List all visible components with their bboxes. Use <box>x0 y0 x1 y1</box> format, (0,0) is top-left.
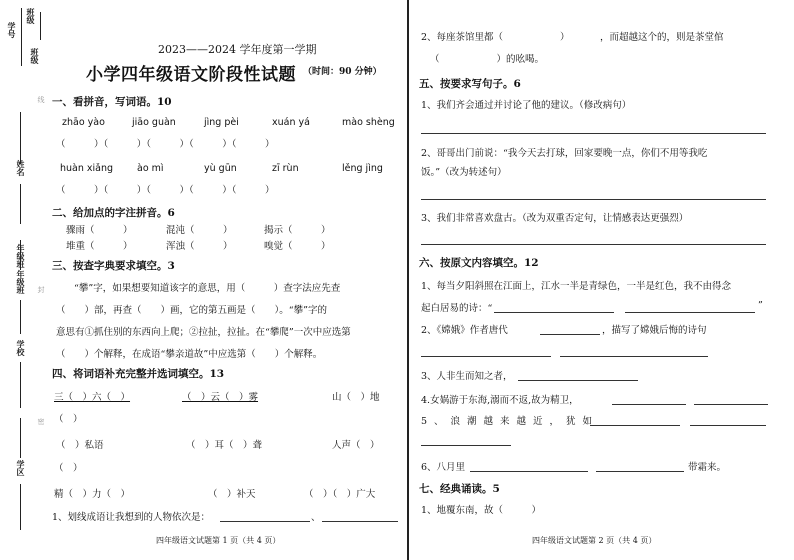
pinyin-item: 堆重（ ） <box>66 241 133 252</box>
idiom-blank[interactable]: （ ） <box>54 463 83 474</box>
answer-line[interactable] <box>612 404 686 405</box>
student-number-label: 学号 <box>7 22 17 38</box>
pinyin: xuán yá <box>272 117 310 128</box>
answer-line[interactable] <box>421 244 766 245</box>
pinyin-item: 浑浊（ ） <box>166 241 233 252</box>
dictionary-paragraph: （ ）个解释，在成语“攀亲道故”中应选第（ ）个解释。 <box>56 349 323 360</box>
recall-question: 起白居易的诗：“ <box>421 303 493 314</box>
answer-line[interactable] <box>694 404 768 405</box>
column-divider <box>407 0 409 560</box>
answer-line[interactable] <box>590 425 680 426</box>
answer-line[interactable] <box>322 521 398 522</box>
pinyin: zī rùn <box>272 163 299 174</box>
seal-secret-mark: 密 <box>37 418 45 425</box>
answer-line[interactable] <box>596 471 684 472</box>
answer-line[interactable] <box>421 133 766 134</box>
answer-line[interactable] <box>494 312 614 313</box>
class-label: 班级 <box>30 48 40 64</box>
pinyin: mào shèng <box>342 117 395 128</box>
answer-line[interactable] <box>421 356 551 357</box>
sentence-question: 1、我们齐会通过并讨论了他的建议。（修改病句） <box>421 100 632 111</box>
exam-title: 小学四年级语文阶段性试题 <box>86 65 296 85</box>
pinyin: ào mì <box>137 163 164 174</box>
binding-line <box>20 300 21 334</box>
seal-line-mark: 线 <box>37 96 45 103</box>
answer-line[interactable] <box>518 380 638 381</box>
binding-line <box>20 362 21 408</box>
class-label: 班级 <box>26 8 36 24</box>
grade-class-label: 年级班 <box>16 270 26 294</box>
exam-time: （时间：90 分钟） <box>303 67 382 77</box>
pinyin: zhāo yào <box>62 117 105 128</box>
school-label: 学校 <box>16 340 26 356</box>
recall-question: 4.女娲游于东海,溺而不返,故为精卫， <box>421 395 579 406</box>
section-5-heading: 五、按要求写句子。6 <box>419 78 521 90</box>
recall-question: 2、《嫦娥》作者唐代 <box>421 325 508 336</box>
question-line: ，而超越这个的，则是茶堂倌 <box>600 32 724 43</box>
idiom-blank[interactable]: （ ）补天 <box>208 489 256 500</box>
page-footer: 四年级语文试题第 1 页（共 4 页） <box>156 536 281 545</box>
pinyin: yù gūn <box>204 163 237 174</box>
answer-box[interactable]: （ ）（ ）（ ）（ ）（ ） <box>56 185 275 196</box>
dictionary-paragraph: （ ）部，再查（ ）画，它的第五画是（ ）。“攀”字的 <box>56 305 327 316</box>
district-label: 学区 <box>16 460 26 476</box>
pinyin: jìng pèi <box>204 117 239 128</box>
idiom-blank[interactable]: （ ） <box>54 414 83 425</box>
pinyin-item: 混沌（ ） <box>166 225 233 236</box>
binding-line <box>20 418 21 458</box>
answer-line[interactable] <box>540 334 600 335</box>
seal-mark: 封 <box>37 286 45 293</box>
pinyin: lěng jìng <box>342 163 383 174</box>
recall-question: 1、每当夕阳斜照在江面上，江水一半是青绿色，一半是红色，我不由得念 <box>421 281 732 292</box>
sentence-question: 饭。”（改为转述句） <box>421 167 507 178</box>
separator: 、 <box>311 512 321 523</box>
recitation-question: 1、地覆东南，故（ ） <box>421 505 542 516</box>
recall-question: ，描写了嫦娥后悔的诗句 <box>602 325 707 336</box>
section-3-heading: 三、按查字典要求填空。3 <box>52 260 175 272</box>
recall-question: 6、八月里 <box>421 462 466 473</box>
binding-line <box>20 484 21 530</box>
recall-question: 5、浪潮越来越近，犹如 <box>421 416 600 427</box>
answer-line[interactable] <box>470 471 588 472</box>
page-footer: 四年级语文试题第 2 页（共 4 页） <box>532 536 657 545</box>
answer-line[interactable] <box>625 312 755 313</box>
idiom-blank[interactable]: 人声（ ） <box>332 440 380 451</box>
binding-line <box>40 12 41 40</box>
pinyin: jiāo guàn <box>132 117 176 128</box>
sentence-question: 3、我们非常喜欢盘古。（改为双重否定句，让情感表达更强烈） <box>421 213 689 224</box>
idiom-blank[interactable]: （ ）云（ ）雾 <box>182 392 259 403</box>
answer-line[interactable] <box>220 521 310 522</box>
answer-line[interactable] <box>421 199 766 200</box>
section-7-heading: 七、经典诵读。5 <box>419 483 500 495</box>
section-4-heading: 四、将词语补充完整并选词填空。13 <box>52 368 225 380</box>
pinyin: huàn xiǎng <box>60 163 114 174</box>
section-6-heading: 六、按原文内容填空。12 <box>419 257 539 269</box>
dictionary-paragraph: “攀”字，如果想要知道该字的意思，用（ ）查字法应先查 <box>74 283 341 294</box>
idiom-blank[interactable]: （ ）（ ）广大 <box>304 489 376 500</box>
section-2-heading: 二、给加点的字注拼音。6 <box>52 207 175 219</box>
answer-line[interactable] <box>421 445 511 446</box>
pinyin-item: 嗅觉（ ） <box>264 241 331 252</box>
idiom-blank[interactable]: 山（ ）地 <box>332 392 380 403</box>
answer-line[interactable] <box>560 356 708 357</box>
section-1-heading: 一、看拼音，写词语。10 <box>52 96 172 108</box>
question-line: （ ）的吆喝。 <box>430 54 545 65</box>
binding-strip <box>0 0 50 560</box>
binding-line <box>20 112 21 164</box>
dictionary-paragraph: 意思有①抓住别的东西向上爬；②拉扯，拉扯。在“攀爬”一次中应选第 <box>56 327 351 338</box>
idiom-blank[interactable]: （ ）耳（ ）聋 <box>186 440 263 451</box>
idiom-blank[interactable]: 三（ ）六（ ） <box>54 392 131 403</box>
recall-question: 3、人非生而知之者， <box>421 371 513 382</box>
answer-box[interactable]: （ ）（ ）（ ）（ ）（ ） <box>56 139 275 150</box>
sentence-question: 2、哥哥出门前说：“我今天去打球，回家要晚一点，你们不用等我吃 <box>421 148 708 159</box>
binding-line <box>20 184 21 224</box>
pinyin-item: 揭示（ ） <box>264 225 331 236</box>
answer-line[interactable] <box>690 425 766 426</box>
semester-line: 2023——2024 学年度第一学期 <box>158 43 317 56</box>
grade-class-label: 年级班 <box>16 244 26 268</box>
name-label: 姓名 <box>16 160 26 176</box>
pinyin-item: 骤雨（ ） <box>66 225 133 236</box>
idiom-question: 1、划线成语让我想到的人物依次是： <box>52 512 211 523</box>
recall-question: 带霜来。 <box>688 462 727 473</box>
idiom-blank[interactable]: （ ）私语 <box>56 440 104 451</box>
idiom-blank[interactable]: 精（ ）力（ ） <box>54 489 131 500</box>
quote-close: ” <box>758 300 763 311</box>
question-line: 2、每座茶馆里都（ ） <box>421 32 570 43</box>
binding-line <box>21 8 22 66</box>
